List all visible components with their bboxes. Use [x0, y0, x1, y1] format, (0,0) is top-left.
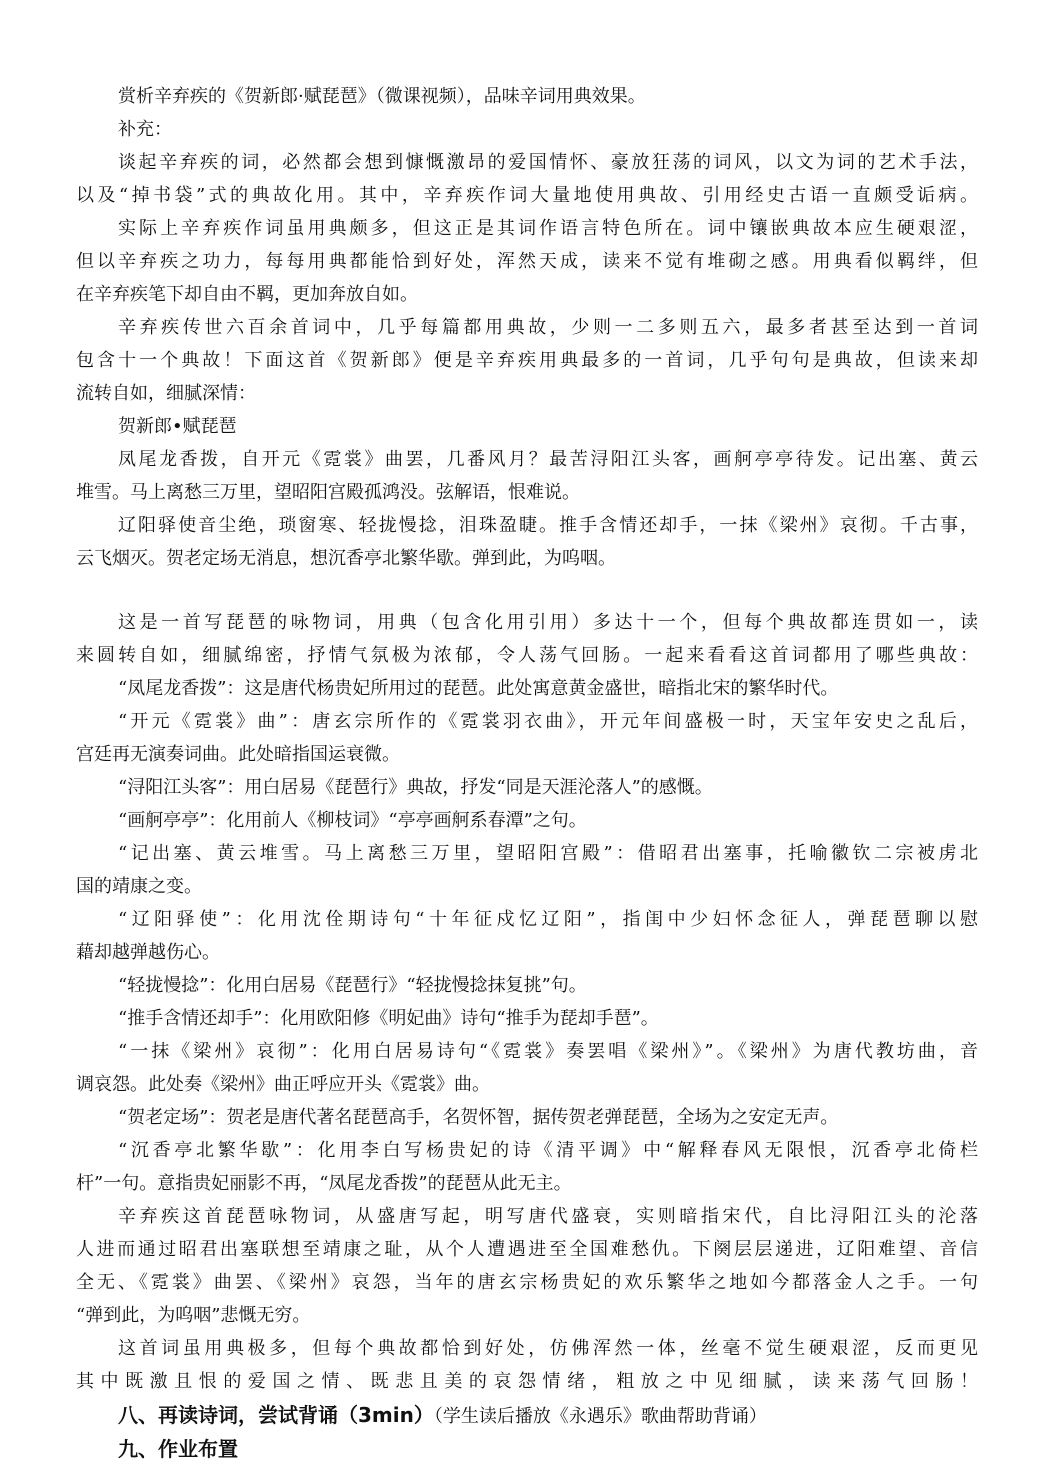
paragraph-line: 包含十一个典故！下面这首《贺新郎》便是辛弃疾用典最多的一首词，几乎句句是典故，但读来却 [76, 350, 978, 371]
allusion-line: “推手含情还却手”：化用欧阳修《明妃曲》诗句“推手为琵却手琶”。 [118, 1008, 659, 1029]
poem-line: 辽阳驿使音尘绝，琐窗寒、轻拢慢捻，泪珠盈睫。推手含情还却手，一抹《梁州》哀彻。千古事， [118, 515, 978, 536]
poem-title: 贺新郎•赋琵琶 [118, 416, 237, 437]
paragraph-line: 全无、《霓裳》曲罢、《梁州》哀怨，当年的唐玄宗杨贵妃的欢乐繁华之地如今都落金人之手。一句 [76, 1272, 978, 1293]
paragraph-line: 人进而通过昭君出塞联想至靖康之耻，从个人遭遇进至全国难愁仇。下阕层层递进，辽阳难望、音信 [76, 1239, 978, 1260]
paragraph-line: 流转自如，细腻深情： [76, 383, 256, 404]
paragraph-line: 其中既激且恨的爱国之情、既悲且美的哀怨情绪，粗放之中见细腻，读来荡气回肠！ [76, 1371, 978, 1392]
poem-line: 堆雪。马上离愁三万里，望昭阳宫殿孤鸿没。弦解语，恨难说。 [76, 482, 580, 503]
heading-eight-title: 八、再读诗词，尝试背诵（3min） [118, 1403, 434, 1427]
section-heading-nine: 九、作业布置 [118, 1437, 238, 1461]
section-heading-eight [118, 1400, 767, 1430]
paragraph-line: 这是一首写琵琶的咏物词，用典（包含化用引用）多达十一个，但每个典故都连贯如一，读 [118, 612, 978, 633]
paragraph-line: 实际上辛弃疾作词虽用典颇多，但这正是其词作语言特色所在。词中镶嵌典故本应生硬艰涩， [118, 218, 978, 239]
allusion-line: “辽阳驿使”：化用沈佺期诗句“十年征戍忆辽阳”，指闺中少妇怀念征人，弹琵琶聊以慰 [118, 909, 978, 930]
paragraph-line: “弹到此，为呜咽”悲慨无穷。 [76, 1305, 311, 1326]
allusion-line: “开元《霓裳》曲”：唐玄宗所作的《霓裳羽衣曲》，开元年间盛极一时，天宝年安史之乱后， [118, 711, 978, 732]
heading-eight-note: （学生读后播放《永遇乐》歌曲帮助背诵） [433, 1406, 767, 1427]
allusion-line: 国的靖康之变。 [76, 876, 202, 897]
allusion-line: “沉香亭北繁华歇”：化用李白写杨贵妃的诗《清平调》中“解释春风无限恨，沉香亭北倚栏 [118, 1140, 978, 1161]
allusion-line: 藉却越弹越伤心。 [76, 942, 220, 963]
allusion-line: “记出塞、黄云堆雪。马上离愁三万里，望昭阳宫殿”：借昭君出塞事，托喻徽钦二宗被虏北 [118, 843, 978, 864]
allusion-line: “轻拢慢捻”：化用白居易《琵琶行》“轻拢慢捻抹复挑”句。 [118, 975, 587, 996]
poem-line: 凤尾龙香拨，自开元《霓裳》曲罢，几番风月？最苦浔阳江头客，画舸亭亭待发。记出塞、黄云 [118, 449, 978, 470]
paragraph-line: 在辛弃疾笔下却自由不羁，更加奔放自如。 [76, 284, 418, 305]
supplement-label: 补充： [118, 119, 172, 140]
paragraph-line: 以及“掉书袋”式的典故化用。其中，辛弃疾作词大量地使用典故、引用经史古语一直颇受诟病。 [76, 185, 978, 206]
paragraph-line: 辛弃疾这首琵琶咏物词，从盛唐写起，明写唐代盛衰，实则暗指宋代，自比浔阳江头的沦落 [118, 1206, 978, 1227]
paragraph-line: 辛弃疾传世六百余首词中，几乎每篇都用典故，少则一二多则五六，最多者甚至达到一首词 [118, 317, 978, 338]
paragraph-line: 这首词虽用典极多，但每个典故都恰到好处，仿佛浑然一体，丝毫不觉生硬艰涩，反而更见 [118, 1338, 978, 1359]
paragraph-line: 但以辛弃疾之功力，每每用典都能恰到好处，浑然天成，读来不觉有堆砌之感。用典看似羁绊，但 [76, 251, 978, 272]
paragraph-line: 来圆转自如，细腻绵密，抒情气氛极为浓郁，令人荡气回肠。一起来看看这首词都用了哪些典故： [76, 645, 978, 666]
allusion-line: 调哀怨。此处奏《梁州》曲正呼应开头《霓裳》曲。 [76, 1074, 490, 1095]
allusion-line: “凤尾龙香拨”：这是唐代杨贵妃所用过的琵琶。此处寓意黄金盛世，暗指北宋的繁华时代。 [118, 678, 839, 699]
intro-line: 赏析辛弃疾的《贺新郎·赋琵琶》（微课视频），品味辛词用典效果。 [118, 86, 646, 107]
allusion-line: “贺老定场”：贺老是唐代著名琵琶高手，名贺怀智，据传贺老弹琵琶，全场为之安定无声。 [118, 1107, 839, 1128]
paragraph-line: 谈起辛弃疾的词，必然都会想到慷慨激昂的爱国情怀、豪放狂荡的词风，以文为词的艺术手法， [118, 152, 978, 173]
allusion-line: “画舸亭亭”：化用前人《柳枝词》“亭亭画舸系春潭”之句。 [118, 810, 587, 831]
allusion-line: 宫廷再无演奏词曲。此处暗指国运衰微。 [76, 744, 400, 765]
allusion-line: 杆”一句。意指贵妃丽影不再，“凤尾龙香拨”的琵琶从此无主。 [76, 1173, 572, 1194]
poem-line: 云飞烟灭。贺老定场无消息，想沉香亭北繁华歇。弹到此，为呜咽。 [76, 548, 616, 569]
allusion-line: “浔阳江头客”：用白居易《琵琶行》典故，抒发“同是天涯沦落人”的感慨。 [118, 777, 713, 798]
allusion-line: “一抹《梁州》哀彻”：化用白居易诗句“《霓裳》奏罢唱《梁州》”。《梁州》为唐代教坊曲，音 [118, 1041, 978, 1062]
